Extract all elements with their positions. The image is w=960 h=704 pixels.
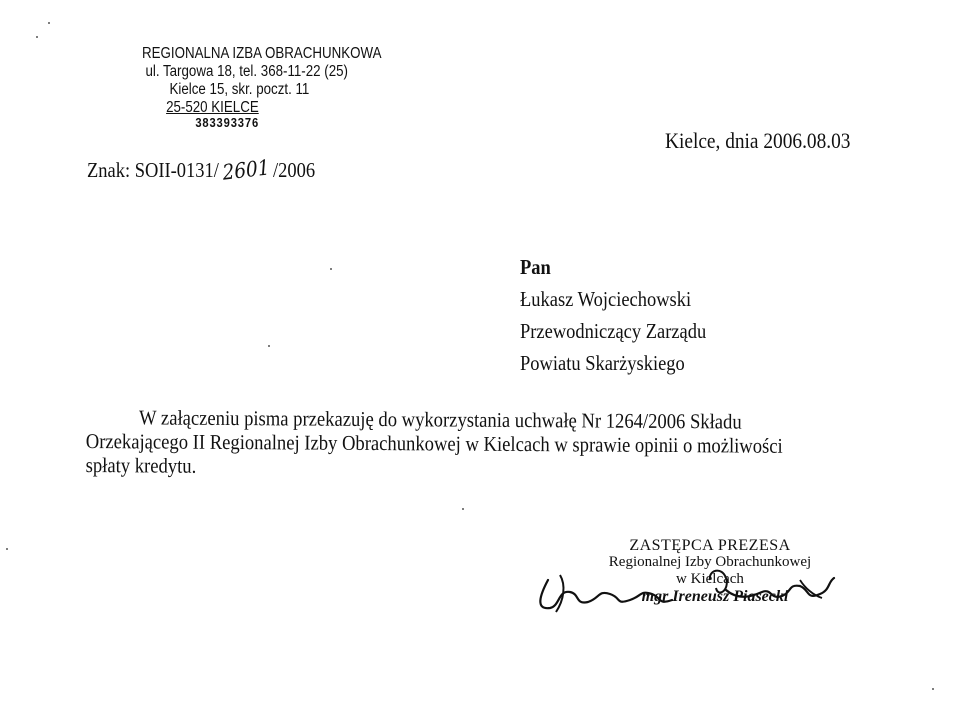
body-line: Orzekającego II Regionalnej Izby Obrachunkowej w Kielcach w sprawie opinii o możliwości	[85, 428, 783, 458]
reference-number	[87, 155, 316, 185]
scan-speck	[6, 548, 8, 550]
scan-speck	[36, 36, 38, 38]
institution-stamp	[142, 45, 381, 128]
stamp-line-address: ul. Targowa 18, tel. 368-11-22 (25)	[145, 63, 348, 80]
letter-date: Kielce, dnia 2006.08.03	[665, 128, 851, 153]
stamp-line-postcode: 25-520 KIELCE	[166, 99, 259, 116]
addressee-block	[520, 251, 706, 379]
scan-speck	[932, 688, 934, 690]
handwritten-signature	[530, 550, 860, 630]
scan-speck	[268, 345, 270, 347]
body-line: W załączeniu pisma przekazuję do wykorzystania uchwałę Nr 1264/2006 Składu	[139, 405, 742, 434]
scan-speck	[330, 268, 332, 270]
reference-handwritten: 2601	[221, 155, 271, 185]
addressee-salutation: Pan	[520, 255, 551, 279]
scan-speck	[462, 508, 464, 510]
reference-prefix: Znak: SOII-0131/	[87, 158, 219, 182]
letter-body	[86, 405, 870, 482]
addressee-position: Przewodniczący Zarządu	[520, 319, 707, 343]
stamp-line-city: Kielce 15, skr. poczt. 11	[169, 81, 310, 98]
stamp-line-name: REGIONALNA IZBA OBRACHUNKOWA	[142, 45, 382, 62]
addressee-name: Łukasz Wojciechowski	[520, 287, 692, 311]
signatory-name: mgr Ireneusz Piasecki	[641, 588, 789, 605]
body-line: spłaty kredytu.	[85, 452, 197, 478]
scan-speck	[48, 22, 50, 24]
addressee-office: Powiatu Skarżyskiego	[520, 351, 685, 375]
signatory-location: w Kielcach	[676, 571, 744, 587]
signatory-title: ZASTĘPCA PREZESA	[629, 537, 791, 554]
reference-suffix: /2006	[272, 158, 316, 182]
signatory-institution: Regionalnej Izby Obrachunkowej	[608, 554, 812, 570]
stamp-line-regon: 383393376	[195, 115, 260, 130]
